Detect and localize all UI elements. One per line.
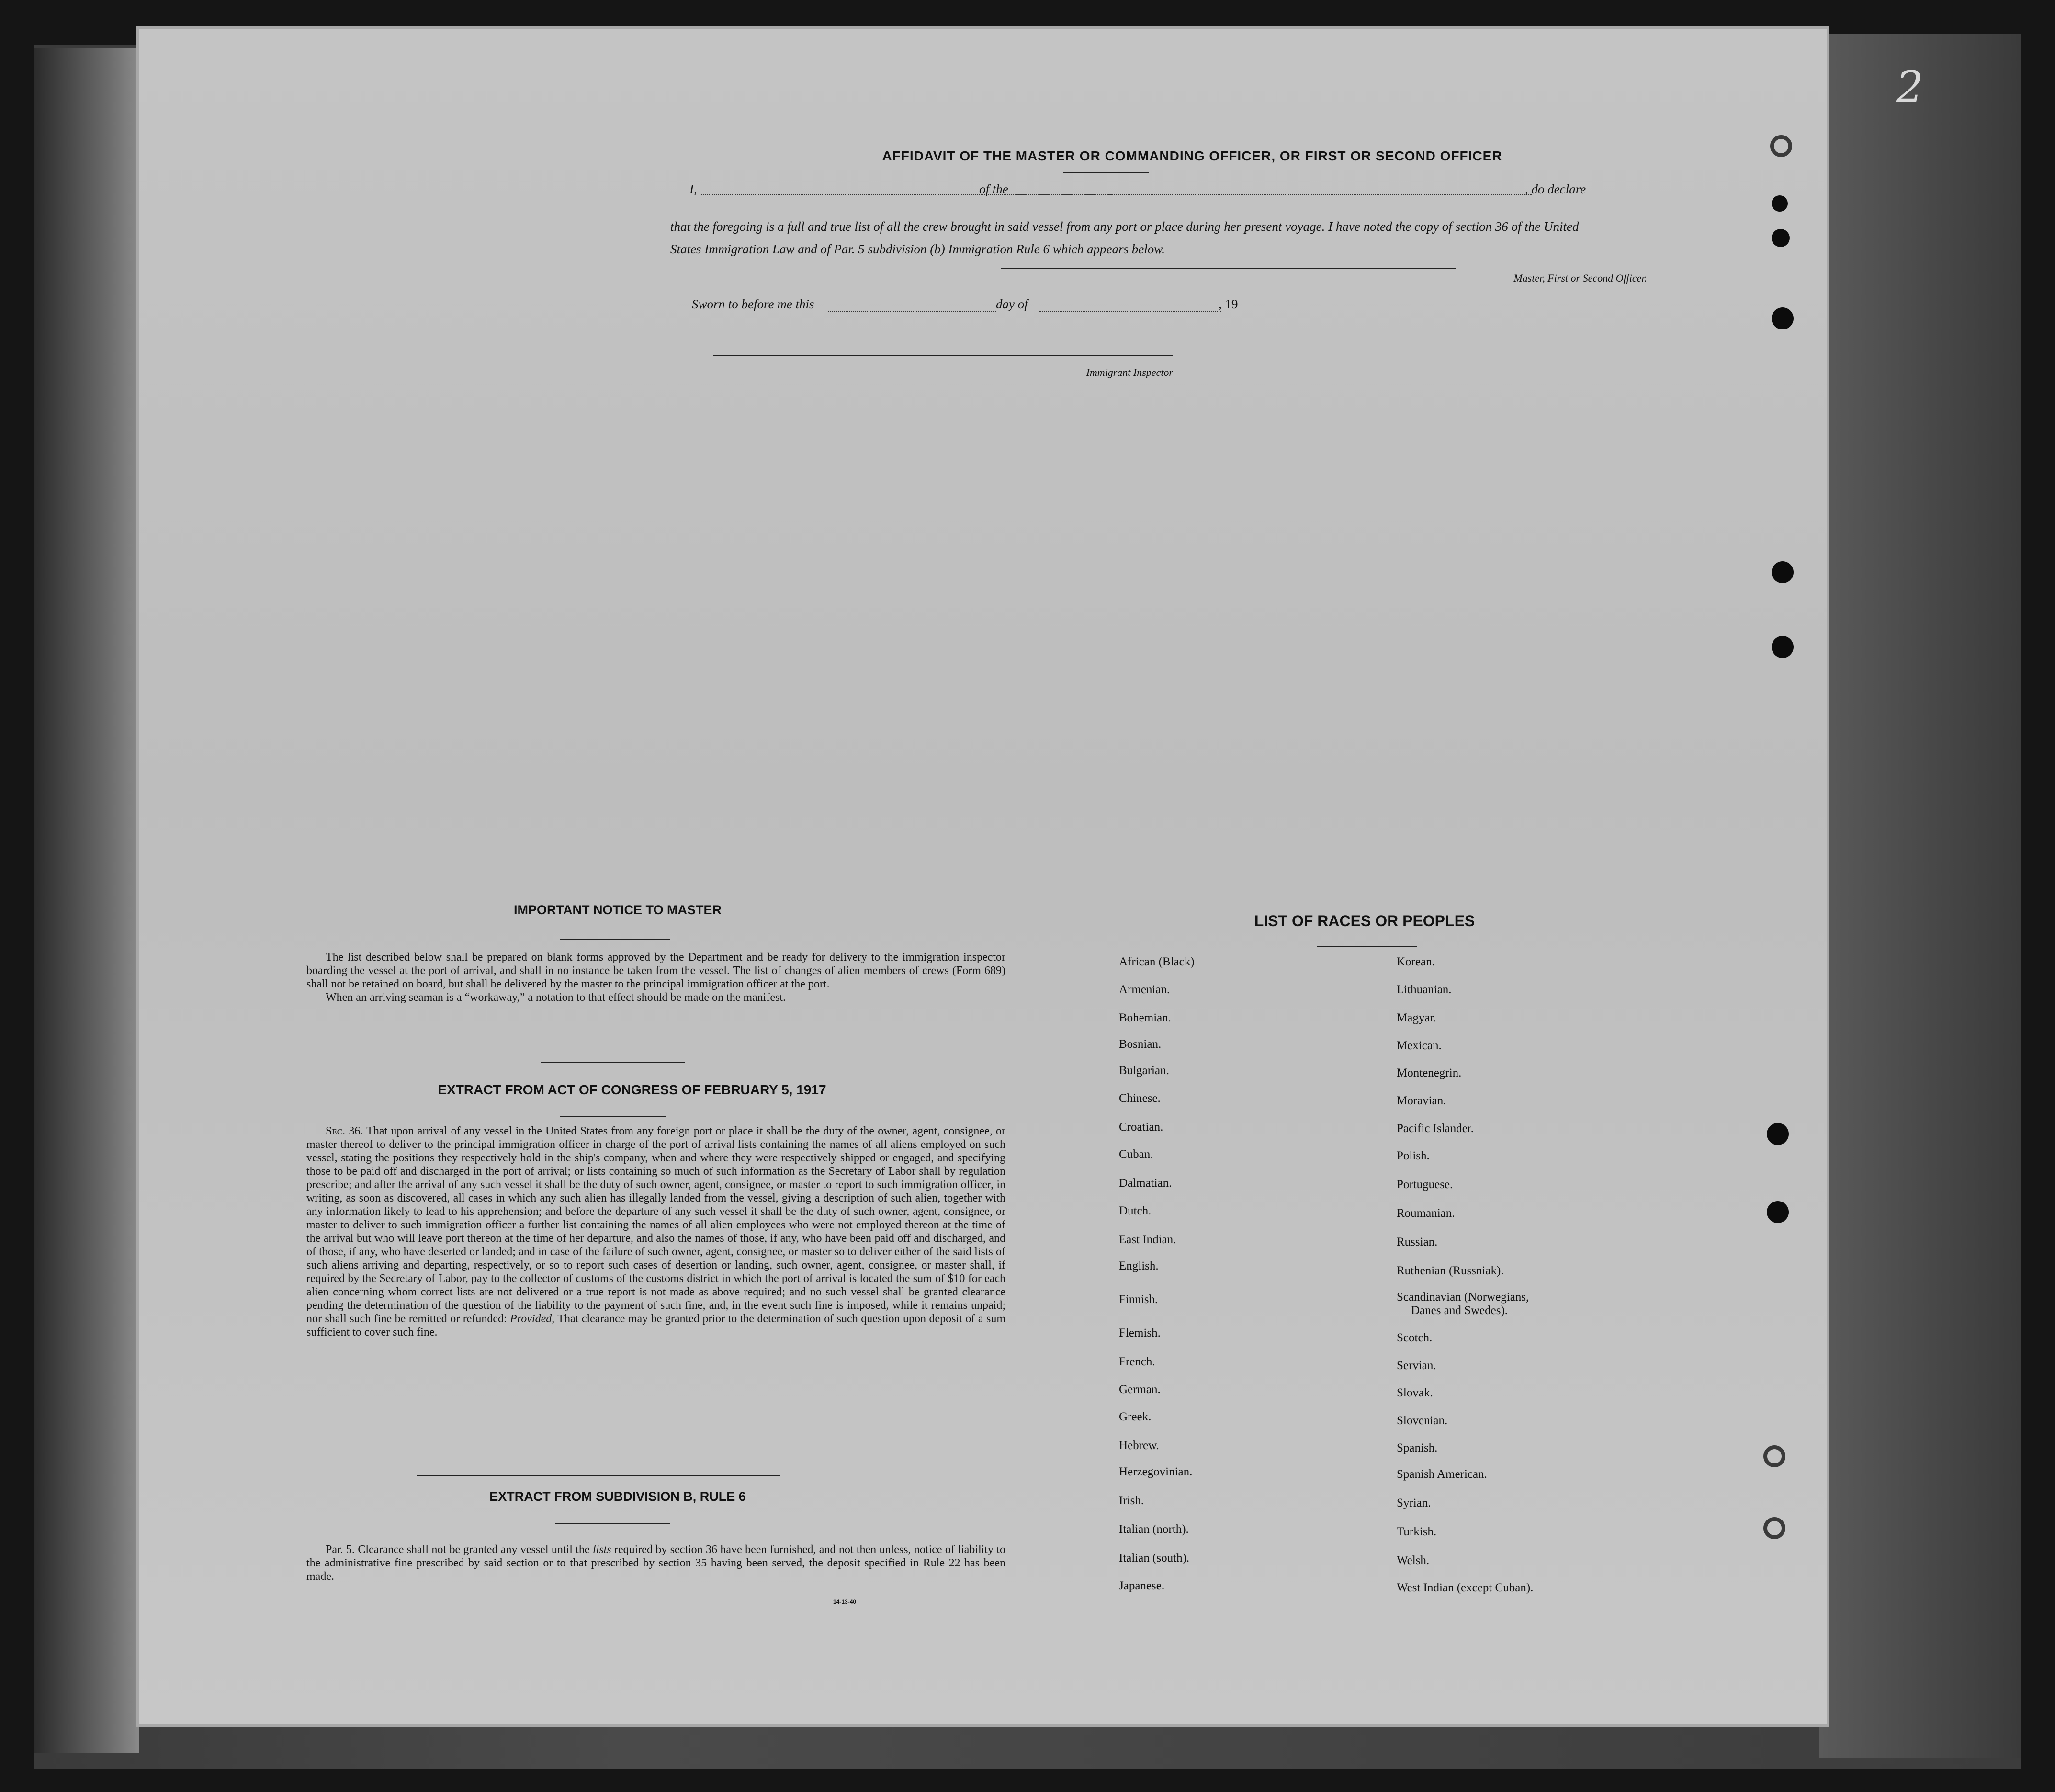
race-item: Hebrew. — [1119, 1439, 1159, 1452]
race-item: Slovak. — [1397, 1386, 1433, 1399]
inspector-label: Immigrant Inspector — [1086, 366, 1173, 378]
race-item: English. — [1119, 1259, 1159, 1272]
sworn-month-blank — [1039, 311, 1221, 312]
master-signature-label: Master, First or Second Officer. — [1513, 272, 1647, 284]
extract-rule-body — [306, 1543, 1005, 1583]
extract-rule-rule — [555, 1523, 670, 1524]
affidavit-of-the-label: of the — [979, 182, 1008, 196]
race-item: Chinese. — [1119, 1092, 1161, 1105]
race-item: Syrian. — [1397, 1497, 1431, 1509]
race-item: Ruthenian (Russniak). — [1397, 1264, 1504, 1277]
race-item: African (Black) — [1119, 955, 1195, 968]
race-item: French. — [1119, 1355, 1155, 1368]
extract-act-rule — [560, 1116, 666, 1117]
race-item: Italian (north). — [1119, 1523, 1189, 1536]
extract-rule-divider — [417, 1475, 780, 1476]
races-title: LIST OF RACES OR PEOPLES — [1254, 912, 1475, 930]
affidavit-i-label: I, — [689, 182, 697, 196]
race-item: Bosnian. — [1119, 1038, 1162, 1051]
extract-act-text: That upon arrival of any vessel in the United States from any foreign port or place it shall be the duty of the owner, agent, consignee, or master thereof to deliver to the principal immigration officer in charge of the port of arrival lists containing the names of all aliens employed on such vessel, stating the positions they respectively hold in the ship's company, when and where they were respectively shipped or engaged, and specifying those to be paid off and discharged in the port of arrival; or lists containing so much of such information as the Secretary of Labor shall by regulation prescribe; and after the arrival of any such vessel it shall be the duty of such owner, agent, consignee, or master to report to such immigration officer, in writing, as soon as discovered, all cases in which any such alien has illegally landed from the vessel, giving a description of such alien, together with any information likely to lead to his apprehension; and before the departure of any such vessel it shall be the duty of such owner, agent, consignee, or master to deliver to such immigration officer a further list containing the names of all alien employees who were not employed thereon at the time of the arrival but who will leave port thereon at the time of her departure, and also the names of those, if any, who have been paid off and discharged, and of those, if any, who have deserted or landed; and in case of the failure of such owner, agent, consignee, or master so to deliver either of the said lists of such aliens arriving and departing, respectively, or so to report such cases of desertion or landing, such owner, agent, consignee, or master shall, if required by the Secretary of Labor, pay to the collector of customs of the customs district in which the port of arrival is located the sum of $10 for each alien concerning whom correct lists are not delivered or a true report is not made as above required; and no such vessel shall be granted clearance pending the determination of the question of the liability to the payment of such fine, and, in the event such fine is imposed, while it remains unpaid; nor shall such fine be remitted or refunded: — [306, 1125, 1005, 1325]
races-right-column — [1397, 955, 1732, 1626]
race-item: Armenian. — [1119, 983, 1170, 996]
race-item: Korean. — [1397, 955, 1435, 968]
race-item: Japanese. — [1119, 1579, 1165, 1592]
notice-body — [306, 951, 1005, 1004]
notice-paragraph-1: The list described below shall be prepared on blank forms approved by the Department and be ready for delivery to the immigration inspector boarding the vessel at the port of arrival, and shall in no instance be taken from the vessel. The list of changes of alien members of crews (Form 689) shall not be retained on board, but shall be delivered by the master to the principal immigration officer at the port. — [306, 951, 1005, 990]
race-item: Lithuanian. — [1397, 983, 1452, 996]
race-item: Moravian. — [1397, 1094, 1446, 1107]
title-rule — [1063, 172, 1149, 173]
race-item: Croatian. — [1119, 1121, 1163, 1134]
binder-hole — [1772, 229, 1790, 247]
binder-hole — [1772, 195, 1788, 212]
affidavit-paragraph: that the foregoing is a full and true list of all the crew brought in said vessel from any port or place during her present voyage. I have noted the copy of section 36 of the United States Immigration Law and of Par. 5 subdivision (b) Immigration Rule 6 which appears below. — [670, 219, 1579, 256]
race-item: Irish. — [1119, 1494, 1144, 1507]
race-item: Italian (south). — [1119, 1552, 1190, 1565]
race-item: Turkish. — [1397, 1525, 1437, 1538]
race-item: Bohemian. — [1119, 1011, 1172, 1024]
affidavit-title: AFFIDAVIT OF THE MASTER OR COMMANDING OFFICER, OR FIRST OR SECOND OFFICER — [882, 148, 1502, 163]
race-item: Slovenian. — [1397, 1414, 1448, 1427]
year-label: , 19 — [1219, 297, 1238, 311]
race-item: Herzegovinian. — [1119, 1465, 1193, 1478]
races-left-column — [1119, 955, 1406, 1626]
master-signature-line — [1001, 268, 1456, 269]
rule-text-a: Par. 5. Clearance shall not be granted any vessel until the — [326, 1543, 590, 1556]
race-item: Welsh. — [1397, 1554, 1430, 1567]
day-of-label: day of — [996, 297, 1028, 311]
race-item: Russian. — [1397, 1236, 1438, 1248]
binder-hole-ring — [1770, 135, 1792, 157]
race-item: Spanish American. — [1397, 1468, 1487, 1481]
race-item: East Indian. — [1119, 1233, 1176, 1246]
race-item: Finnish. — [1119, 1293, 1158, 1306]
form-code: 14-13-40 — [833, 1599, 857, 1605]
binder-hole — [1767, 1201, 1789, 1223]
binder-hole — [1767, 1123, 1789, 1145]
extract-act-text-end: That clearance may be granted prior to the determination of such question upon deposit of a sum sufficient to cover such fine. — [306, 1313, 1005, 1338]
binder-hole-ring — [1763, 1517, 1785, 1539]
adjacent-page-strip — [34, 48, 139, 1753]
binder-hole — [1772, 561, 1794, 583]
race-item: Polish. — [1397, 1149, 1430, 1162]
race-item: Flemish. — [1119, 1327, 1161, 1339]
race-item: Spanish. — [1397, 1441, 1438, 1454]
race-item: Bulgarian. — [1119, 1064, 1169, 1077]
binder-hole — [1772, 636, 1794, 658]
race-item: Dalmatian. — [1119, 1177, 1172, 1190]
vessel-blank — [1015, 194, 1532, 195]
section-label: Sec. 36. — [326, 1125, 363, 1137]
race-item: Magyar. — [1397, 1011, 1436, 1024]
race-item: Scotch. — [1397, 1331, 1433, 1344]
race-item: Servian. — [1397, 1359, 1436, 1372]
race-item: Pacific Islander. — [1397, 1122, 1474, 1135]
extract-act-title: EXTRACT FROM ACT OF CONGRESS OF FEBRUARY 5, 1917 — [438, 1082, 826, 1097]
race-item: Mexican. — [1397, 1039, 1442, 1052]
inspector-signature-line — [713, 355, 1173, 356]
race-item: Cuban. — [1119, 1148, 1153, 1161]
race-item: Greek. — [1119, 1410, 1152, 1423]
race-item: Montenegrin. — [1397, 1066, 1462, 1079]
race-item: German. — [1119, 1383, 1161, 1396]
race-item: Portuguese. — [1397, 1178, 1453, 1191]
notice-end-rule — [541, 1062, 685, 1063]
margin-note: 2 — [1896, 62, 1924, 113]
notice-paragraph-2: When an arriving seaman is a “workaway,” a notation to that effect should be made on the manifest. — [326, 991, 786, 1004]
document-page — [139, 29, 1827, 1724]
notice-title: IMPORTANT NOTICE TO MASTER — [514, 903, 722, 917]
race-item: Dutch. — [1119, 1204, 1152, 1217]
lists-word: lists — [592, 1543, 611, 1556]
race-item-continuation: Danes and Swedes). — [1411, 1304, 1508, 1317]
race-item: Scandinavian (Norwegians, — [1397, 1291, 1529, 1304]
binder-hole — [1772, 307, 1794, 329]
notice-rule — [560, 939, 670, 940]
race-item: Roumanian. — [1397, 1207, 1455, 1220]
sworn-day-blank — [828, 311, 996, 312]
backing-sheet-edge — [1819, 34, 2021, 1758]
races-rule — [1317, 946, 1417, 947]
affidavit-do-declare-label: , do declare — [1525, 182, 1586, 196]
provided-label: Provided, — [510, 1313, 555, 1325]
sworn-label: Sworn to before me this — [692, 297, 814, 311]
extract-rule-title: EXTRACT FROM SUBDIVISION B, RULE 6 — [489, 1489, 746, 1504]
race-item: West Indian (except Cuban). — [1397, 1581, 1534, 1594]
extract-act-body — [306, 1124, 1005, 1339]
rule-text-b: required by section 36 have been furnished, and not then unless, notice of liability to the administrative fine prescribed by said section or to that prescribed by section 35 having been served, the deposit specified in Rule 22 has been made. — [306, 1543, 1006, 1583]
binder-hole-ring — [1763, 1445, 1785, 1467]
